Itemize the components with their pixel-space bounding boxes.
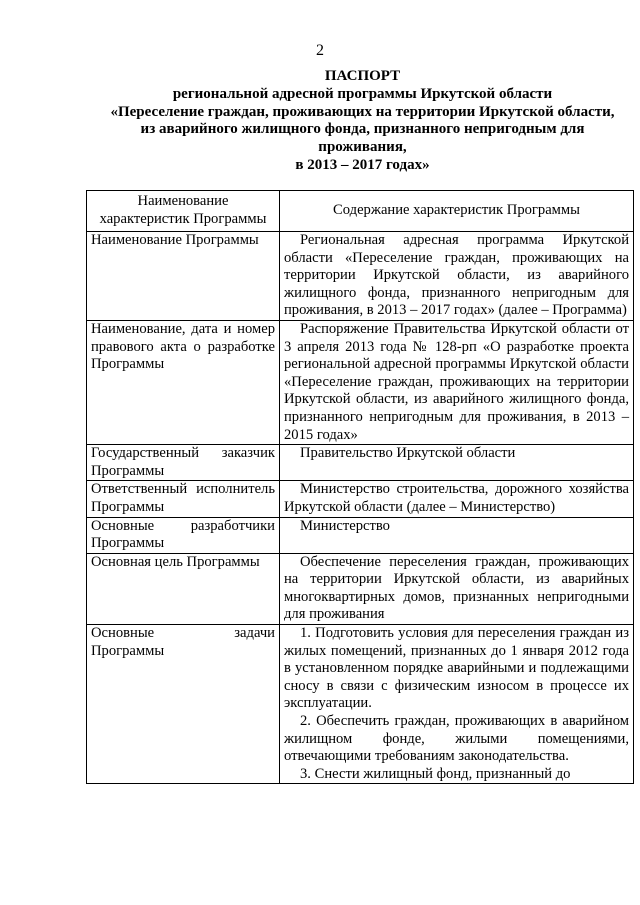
table-row [87, 625, 634, 784]
row-value-legal-act: Распоряжение Правительства Иркутской области от 3 апреля 2013 года № 128-рп «О разработке проекта региональной адресной программы Иркутской области «Переселение граждан, проживающих на территории Иркутской области, из аварийного жилищного фонда, признанного непригодным для проживания, в 2013 – 2015 годах» [280, 320, 634, 444]
row-name-state-customer: Государственный заказчик Программы [87, 445, 280, 481]
page-number: 2 [316, 42, 324, 59]
row-name-executor: Ответственный исполнитель Программы [87, 481, 280, 517]
table-row [87, 553, 634, 624]
title-line-5: проживания, [318, 139, 407, 156]
row-name-main-goal: Основная цель Программы [87, 553, 280, 624]
table-row [87, 320, 634, 444]
header-characteristics-content: Содержание характеристик Программы [280, 191, 634, 232]
table-row [87, 481, 634, 517]
table-header-row [87, 191, 634, 232]
passport-table [86, 190, 634, 784]
row-value-state-customer: Правительство Иркутской области [280, 445, 634, 481]
task-item-2: 2. Обеспечить граждан, проживающих в аварийном жилищном фонде, жилыми помещениями, отвечающими требованиям законодательства. [284, 713, 629, 765]
row-value-main-tasks [280, 625, 634, 784]
row-value-developers: Министерство [280, 517, 634, 553]
header-characteristics-name: Наименование характеристик Программы [87, 191, 280, 232]
title-line-2: региональной адресной программы Иркутской области [172, 85, 553, 102]
row-name-program-title: Наименование Программы [87, 232, 280, 321]
row-value-main-goal: Обеспечение переселения граждан, проживающих на территории Иркутской области, из аварийных многоквартирных домов, признанных непригодными для проживания [280, 553, 634, 624]
table-row [87, 232, 634, 321]
row-name-main-tasks: Основные задачи Программы [87, 625, 280, 784]
table-row [87, 445, 634, 481]
title-line-3: «Переселение граждан, проживающих на территории Иркутской области, [110, 103, 615, 120]
row-name-developers: Основные разработчики Программы [87, 517, 280, 553]
title-line-1: ПАСПОРТ [324, 68, 401, 84]
title-line-4: из аварийного жилищного фонда, признанного непригодным для [140, 121, 585, 138]
title-line-6: в 2013 – 2017 годах» [295, 156, 430, 173]
row-value-executor: Министерство строительства, дорожного хозяйства Иркутской области (далее – Министерство) [280, 481, 634, 517]
task-item-3: 3. Снести жилищный фонд, признанный до [300, 765, 571, 782]
table-row [87, 517, 634, 553]
row-name-legal-act: Наименование, дата и номер правового акта о разработке Программы [87, 320, 280, 444]
row-value-program-title: Региональная адресная программа Иркутской области «Переселение граждан, проживающих на территории Иркутской области, из аварийного жилищного фонда, признанного непригодным для проживания, в 2013 – 2017 годах» (далее – Программа) [280, 232, 634, 321]
task-item-1: 1. Подготовить условия для переселения граждан из жилых помещений, признанных до 1 января 2012 года в установленном порядке аварийными и подлежащими сносу в связи с физическим износом в процессе их эксплуатации. [284, 625, 629, 712]
document-title [60, 68, 640, 175]
